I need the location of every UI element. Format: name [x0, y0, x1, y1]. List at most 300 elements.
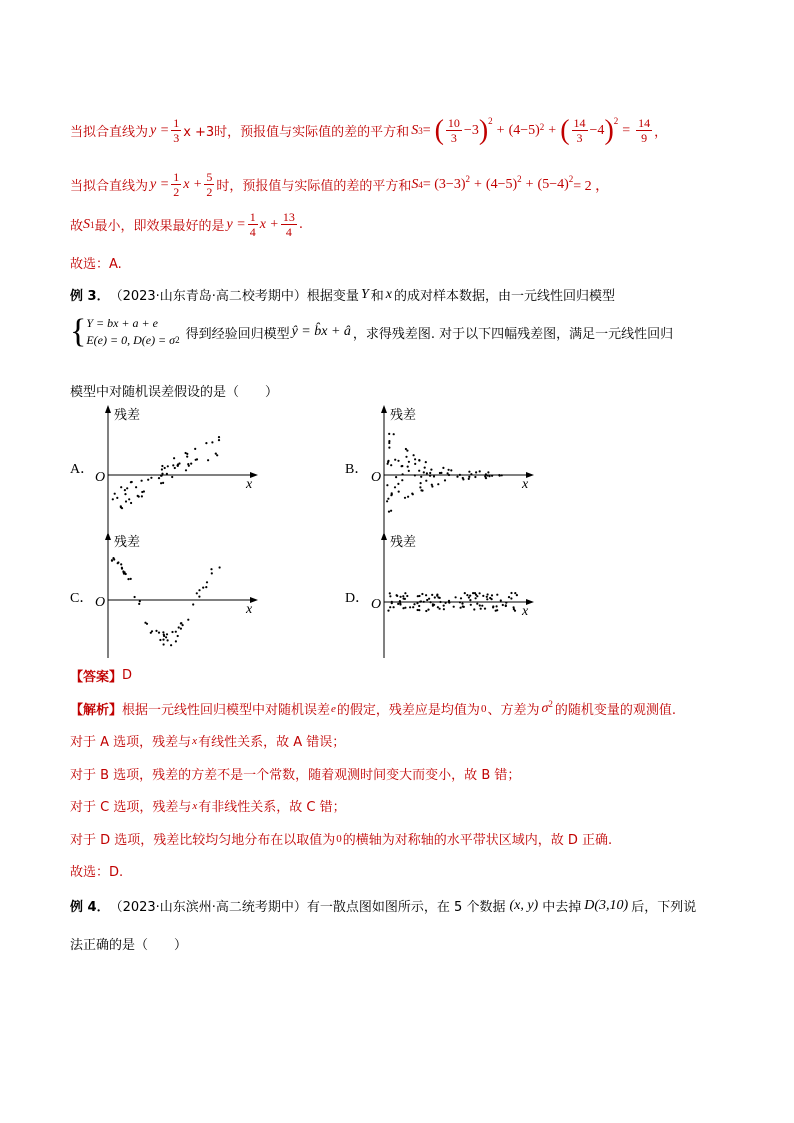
residual-point	[121, 568, 123, 570]
residual-point	[397, 603, 399, 605]
residual-point	[160, 475, 162, 477]
residual-point	[121, 507, 123, 509]
residual-point	[190, 463, 192, 465]
conclusion-line: 故 S 1 最小，即效果最好的是 y = $\frac{1}{4}$ x + $\frac{13}{4}$ .	[70, 210, 304, 239]
residual-point	[188, 465, 190, 467]
residual-point	[474, 592, 476, 594]
residual-point	[117, 561, 119, 563]
residual-point	[196, 592, 198, 594]
residual-point	[486, 474, 488, 476]
y-axis-label: 残差	[114, 534, 141, 549]
y-axis-label: 残差	[390, 407, 417, 422]
residual-point	[162, 631, 164, 633]
residual-point	[437, 606, 439, 608]
residual-point	[123, 571, 125, 573]
residual-point	[180, 622, 182, 624]
residual-point	[167, 639, 169, 641]
residual-point	[158, 632, 160, 634]
residual-point	[192, 603, 194, 605]
residual-point	[479, 470, 481, 472]
residual-point	[160, 482, 162, 484]
residual-point	[423, 471, 425, 473]
residual-point	[469, 599, 471, 601]
residual-point	[150, 477, 152, 479]
residual-point	[411, 493, 413, 495]
residual-point	[180, 628, 182, 630]
residual-point	[134, 596, 136, 598]
residual-point	[202, 587, 204, 589]
residual-point	[388, 447, 390, 449]
residual-point	[141, 495, 143, 497]
residual-point	[439, 597, 441, 599]
residual-point	[178, 462, 180, 464]
fit-line-s3: 当拟合直线为 y = $\frac{1}{3}$ x +3时，预报值与实际值的差的平方和 S 3 = ( $\frac{10}{3}$ −3 ) 2 + (4−5) 2 + ( $\frac{14}{3}$ −4 ) 2 = $\frac{14}{9}$ ，	[70, 114, 668, 146]
residual-point	[414, 474, 416, 476]
fraction: $\frac{14}{3}$	[573, 116, 586, 145]
residual-point	[475, 471, 477, 473]
residual-point	[114, 493, 116, 495]
residual-point	[425, 594, 427, 596]
residual-point	[161, 468, 163, 470]
fraction: $\frac{1}{3}$	[173, 116, 180, 145]
residual-point	[205, 442, 207, 444]
residual-point	[137, 495, 139, 497]
residual-point	[139, 600, 141, 602]
residual-point	[416, 602, 418, 604]
residual-point	[151, 630, 153, 632]
residual-point	[417, 609, 419, 611]
residual-point	[482, 595, 484, 597]
residual-point	[431, 485, 433, 487]
residual-point	[146, 623, 148, 625]
residual-point	[420, 476, 422, 478]
y-arrow	[381, 405, 387, 413]
fraction: $\frac{10}{3}$	[447, 116, 460, 145]
option-b-label[interactable]: B．	[345, 462, 369, 477]
residual-point	[514, 592, 516, 594]
x-axis-label: x	[522, 477, 529, 492]
residual-point	[406, 450, 408, 452]
residual-point	[464, 592, 466, 594]
residual-point	[404, 497, 406, 499]
residual-point	[112, 498, 114, 500]
residual-point	[479, 604, 481, 606]
residual-point	[461, 603, 463, 605]
residual-point	[485, 477, 487, 479]
residual-point	[166, 633, 168, 635]
residual-point	[473, 608, 475, 610]
residual-point	[394, 486, 396, 488]
residual-point	[407, 466, 409, 468]
residual-point	[126, 487, 128, 489]
residual-point	[198, 596, 200, 598]
residual-point	[397, 483, 399, 485]
residual-point	[436, 595, 438, 597]
residual-point	[442, 467, 444, 469]
residual-point	[408, 461, 410, 463]
fraction: $\frac{14}{9}$	[638, 116, 651, 145]
residual-point	[460, 607, 462, 609]
residual-point	[205, 586, 207, 588]
residual-point	[389, 592, 391, 594]
residual-point	[218, 439, 220, 441]
analysis-line-3: 对于 B 选项，残差的方差不是一个常数，随着观测时间变大而变小，故 B 错；	[70, 768, 521, 783]
residual-point	[187, 619, 189, 621]
residual-point	[486, 598, 488, 600]
residual-point	[510, 592, 512, 594]
residual-point	[397, 460, 399, 462]
residual-point	[421, 490, 423, 492]
choice-a: 故选：A.	[70, 257, 122, 272]
residual-point	[389, 606, 391, 608]
option-c-label[interactable]: C．	[70, 591, 94, 606]
residual-point	[401, 479, 403, 481]
residual-point	[395, 476, 397, 478]
answer-line: 【答案】 D	[70, 668, 133, 685]
residual-point	[161, 473, 163, 475]
residual-point	[479, 592, 481, 594]
residual-point	[489, 597, 491, 599]
s-symbol: S	[411, 122, 419, 138]
residual-point	[433, 475, 435, 477]
analysis-line-6: 故选：D.	[70, 865, 124, 880]
residual-point	[430, 601, 432, 603]
analysis-line-5: 对于 D 选项，残差比较均匀地分布在以取值为 0 的横轴为对称轴的水平带状区域内，故 D 正确.	[70, 832, 613, 848]
fraction: $\frac{1}{4}$	[249, 210, 256, 239]
origin-label: O	[371, 597, 382, 612]
residual-point	[195, 459, 197, 461]
residual-point	[164, 467, 166, 469]
residual-point	[418, 459, 420, 461]
residual-point	[111, 559, 113, 561]
residual-point	[387, 498, 389, 500]
residual-point	[125, 500, 127, 502]
residual-point	[501, 474, 503, 476]
residual-point	[177, 465, 179, 467]
residual-point	[387, 463, 389, 465]
y-arrow	[105, 532, 111, 540]
residual-point	[434, 596, 436, 598]
residual-point	[393, 433, 395, 435]
residual-point	[413, 603, 415, 605]
residual-point	[386, 484, 388, 486]
residual-point	[475, 597, 477, 599]
residual-point	[215, 453, 217, 455]
residual-point	[491, 594, 493, 596]
residual-point	[147, 479, 149, 481]
residual-point	[476, 603, 478, 605]
residual-point	[480, 608, 482, 610]
example-4-header: 例 4． （2023·山东滨州·高二统考期中）有一散点图如图所示，在 5 个数据 (x, y) 中去掉 D(3,10) 后，下列说	[70, 897, 697, 915]
residual-point	[448, 474, 450, 476]
residual-point	[486, 596, 488, 598]
residual-point	[175, 631, 177, 633]
residual-point	[166, 473, 168, 475]
fraction: $\frac{13}{4}$	[282, 210, 295, 239]
residual-point	[468, 476, 470, 478]
residual-point	[211, 572, 213, 574]
residual-point	[165, 636, 167, 638]
residual-point	[162, 639, 164, 641]
residual-point	[443, 605, 445, 607]
residual-point	[425, 610, 427, 612]
origin-label: O	[371, 470, 382, 485]
residual-point	[216, 454, 218, 456]
residual-point	[440, 472, 442, 474]
residual-point	[439, 608, 441, 610]
residual-point	[412, 606, 414, 608]
residual-point	[421, 593, 423, 595]
residual-point	[488, 475, 490, 477]
fraction: $\frac{1}{2}$	[173, 170, 180, 199]
residual-point	[130, 481, 132, 483]
residual-point	[499, 475, 501, 477]
residual-point	[159, 639, 161, 641]
residual-point	[210, 568, 212, 570]
residual-point	[409, 606, 411, 608]
residual-point	[450, 469, 452, 471]
residual-point	[466, 594, 468, 596]
residual-point	[469, 595, 471, 597]
residual-point	[425, 461, 427, 463]
residual-point	[402, 595, 404, 597]
residual-point	[206, 581, 208, 583]
residual-point	[456, 476, 458, 478]
residual-point	[141, 491, 143, 493]
example-4-question: 法正确的是（ ）	[70, 938, 188, 953]
origin-label: O	[95, 470, 106, 485]
residual-point	[177, 635, 179, 637]
text: 当拟合直线为	[70, 179, 149, 194]
y-arrow	[105, 405, 111, 413]
residual-point	[418, 595, 420, 597]
residual-point	[128, 498, 130, 500]
example-3-question: 模型中对随机误差假设的是（ ）	[70, 385, 279, 400]
residual-point	[419, 601, 421, 603]
residual-point	[161, 465, 163, 467]
residual-point	[487, 471, 489, 473]
residual-point	[472, 592, 474, 594]
residual-point	[174, 467, 176, 469]
residual-point	[500, 599, 502, 601]
residual-point	[391, 602, 393, 604]
residual-point	[448, 469, 450, 471]
residual-point	[388, 440, 390, 442]
residual-point	[386, 500, 388, 502]
residual-point	[405, 456, 407, 458]
residual-point	[445, 602, 447, 604]
eq-lhs: y =	[150, 122, 170, 138]
residual-point	[178, 626, 180, 628]
residual-point	[211, 441, 213, 443]
origin-label: O	[95, 595, 106, 610]
residual-point	[388, 433, 390, 435]
residual-point	[487, 593, 489, 595]
residual-point	[444, 479, 446, 481]
residual-point	[400, 596, 402, 598]
option-d-label[interactable]: D．	[345, 591, 370, 606]
residual-point	[396, 594, 398, 596]
residual-point	[388, 511, 390, 513]
residual-point	[394, 459, 396, 461]
residual-point	[112, 557, 114, 559]
residual-point	[399, 603, 401, 605]
residual-point	[124, 493, 126, 495]
x-axis-label: x	[522, 604, 529, 619]
residual-point	[468, 471, 470, 473]
residual-point	[171, 631, 173, 633]
residual-point	[172, 464, 174, 466]
residual-point	[424, 467, 426, 469]
residual-point	[403, 598, 405, 600]
residual-point	[428, 598, 430, 600]
option-a-label[interactable]: A．	[70, 462, 95, 477]
residual-point	[162, 482, 164, 484]
residual-point	[462, 478, 464, 480]
residual-point	[120, 563, 122, 565]
residual-point	[405, 448, 407, 450]
residual-point	[135, 486, 137, 488]
residual-point	[514, 610, 516, 612]
residual-point	[130, 578, 132, 580]
x-axis-label: x	[246, 477, 253, 492]
text: 当拟合直线为	[70, 125, 149, 140]
residual-point	[398, 491, 400, 493]
residual-point	[413, 454, 415, 456]
residual-point	[459, 474, 461, 476]
residual-point	[425, 480, 427, 482]
left-brace: {	[70, 313, 87, 350]
residual-point	[402, 473, 404, 475]
residual-point	[198, 589, 200, 591]
residual-point	[418, 605, 420, 607]
residual-plot-c	[92, 532, 262, 660]
fraction: $\frac{5}{2}$	[206, 170, 213, 199]
residual-point	[414, 458, 416, 460]
residual-point	[186, 453, 188, 455]
residual-point	[185, 469, 187, 471]
residual-point	[508, 596, 510, 598]
residual-point	[130, 502, 132, 504]
residual-point	[393, 606, 395, 608]
residual-point	[426, 599, 428, 601]
residual-point	[186, 456, 188, 458]
residual-point	[401, 465, 403, 467]
residual-point	[439, 601, 441, 603]
residual-point	[505, 602, 507, 604]
text: x +3时，预报值与实际值的差的平方和	[183, 125, 410, 140]
residual-point	[448, 602, 450, 604]
residual-point	[207, 459, 209, 461]
residual-point	[182, 624, 184, 626]
residual-point	[219, 566, 221, 568]
residual-point	[158, 477, 160, 479]
residual-plot-b	[368, 405, 538, 535]
residual-point	[423, 601, 425, 603]
residual-point	[474, 476, 476, 478]
residual-point	[141, 480, 143, 482]
residual-point	[163, 643, 165, 645]
residual-point	[455, 596, 457, 598]
residual-point	[468, 478, 470, 480]
residual-point	[120, 486, 122, 488]
fit-line-s4: 当拟合直线为 y = $\frac{1}{2}$ x + $\frac{5}{2}$ 时，预报值与实际值的差的平方和 S 4 = (3−3) 2 + (4−5) 2 + (5−4) 2 = 2 ，	[70, 170, 610, 199]
residual-point	[496, 594, 498, 596]
residual-point	[387, 610, 389, 612]
residual-point	[481, 605, 483, 607]
residual-point	[462, 605, 464, 607]
residual-point	[170, 644, 172, 646]
residual-point	[407, 496, 409, 498]
residual-point	[516, 594, 518, 596]
residual-point	[505, 605, 507, 607]
analysis-line-1: 【解析】 根据一元线性回归模型中对随机误差 e 的假定，残差应是均值为 0 、方差为 σ 2 的随机变量的观测值.	[70, 699, 676, 718]
residual-point	[389, 595, 391, 597]
residual-point	[138, 603, 140, 605]
residual-point	[404, 607, 406, 609]
y-arrow	[381, 532, 387, 540]
residual-point	[194, 448, 196, 450]
residual-point	[443, 608, 445, 610]
residual-point	[430, 469, 432, 471]
residual-point	[388, 442, 390, 444]
residual-plot-a	[92, 405, 262, 535]
residual-point	[468, 596, 470, 598]
residual-point	[116, 497, 118, 499]
residual-point	[433, 604, 435, 606]
residual-point	[496, 609, 498, 611]
residual-point	[391, 492, 393, 494]
residual-point	[459, 601, 461, 603]
residual-point	[492, 606, 494, 608]
y-axis-label: 残差	[114, 407, 141, 422]
residual-point	[447, 472, 449, 474]
regression-system: { Y = bx + a + e E(e) = 0, D(e) = σ 2 得到经验回归模型 ŷ = b̂x + â ，求得残差图. 对于以下四幅残差图，满足一元线性回归	[70, 313, 674, 350]
residual-point	[127, 578, 129, 580]
y-axis-label: 残差	[390, 534, 417, 549]
residual-point	[402, 607, 404, 609]
residual-point	[406, 595, 408, 597]
residual-point	[491, 475, 493, 477]
x-axis-label: x	[246, 602, 253, 617]
residual-point	[167, 465, 169, 467]
residual-plot-d	[368, 532, 538, 660]
residual-point	[453, 606, 455, 608]
residual-point	[470, 604, 472, 606]
residual-point	[414, 463, 416, 465]
answer-value: D	[122, 668, 133, 683]
residual-point	[173, 457, 175, 459]
example-3-header: 例 3． （2023·山东青岛·高二校考期中）根据变量 Y 和 x 的成对样本数据，由一元线性回归模型	[70, 286, 615, 304]
residual-point	[484, 608, 486, 610]
analysis-line-4: 对于 C 选项，残差与 x 有非线性关系，故 C 错；	[70, 799, 346, 815]
residual-point	[510, 597, 512, 599]
residual-point	[496, 605, 498, 607]
residual-point	[470, 473, 472, 475]
residual-point	[404, 592, 406, 594]
residual-point	[420, 482, 422, 484]
residual-point	[427, 609, 429, 611]
residual-point	[124, 489, 126, 491]
analysis-line-2: 对于 A 选项，残差与 x 有线性关系，故 A 错误；	[70, 734, 346, 750]
residual-point	[429, 472, 431, 474]
residual-point	[426, 472, 428, 474]
residual-point	[390, 510, 392, 512]
residual-point	[218, 436, 220, 438]
residual-point	[390, 464, 392, 466]
residual-point	[437, 483, 439, 485]
residual-point	[419, 486, 421, 488]
